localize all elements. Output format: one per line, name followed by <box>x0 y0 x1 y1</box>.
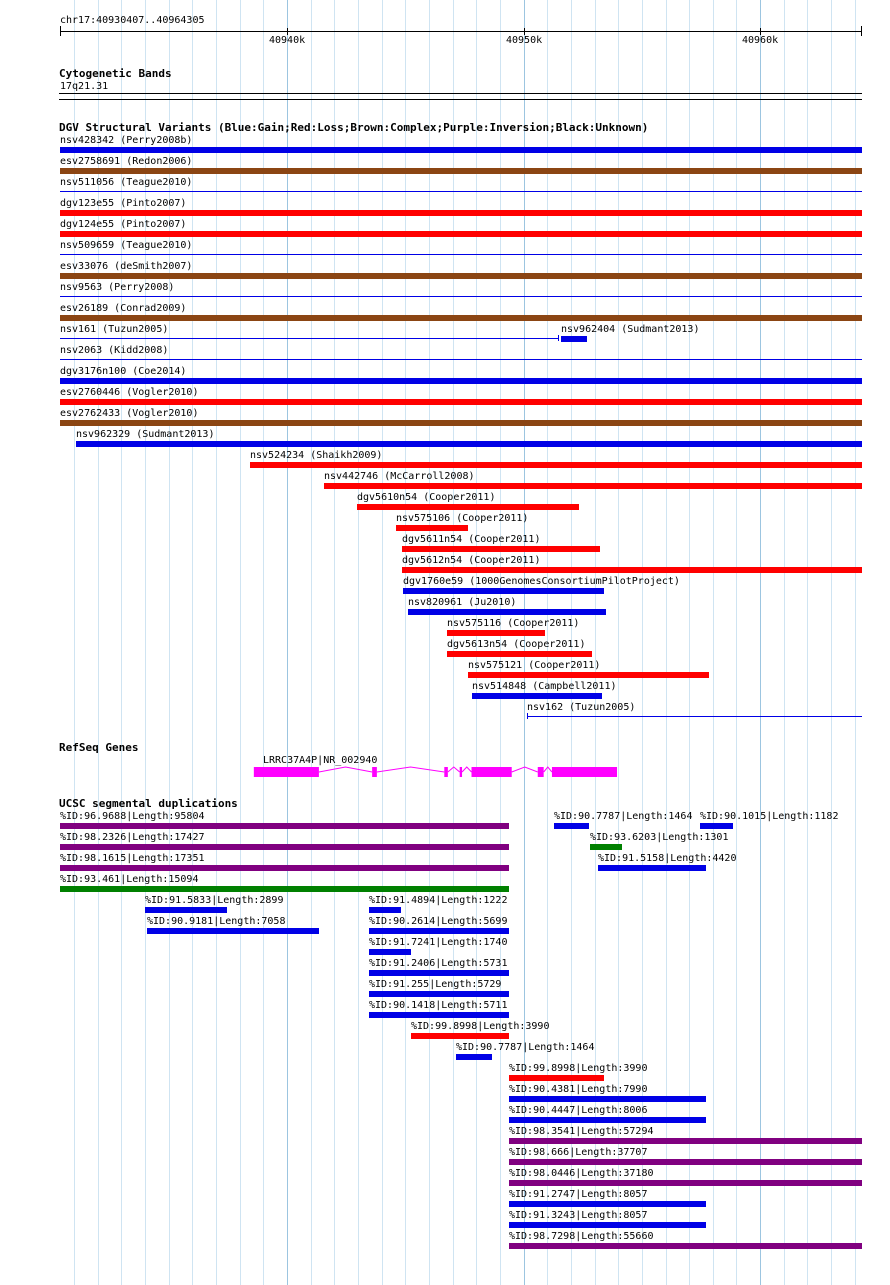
grid-line <box>263 0 264 1285</box>
segdup-bar[interactable] <box>60 823 509 829</box>
grid-line <box>98 0 99 1285</box>
segdup-bar[interactable] <box>700 823 733 829</box>
dgv-variant-bar[interactable] <box>60 210 862 216</box>
gene-exon[interactable] <box>538 767 544 777</box>
dgv-variant-bar[interactable] <box>357 504 579 510</box>
grid-line <box>192 0 193 1285</box>
segdup-label[interactable]: %ID:91.2406|Length:5731 <box>369 958 508 969</box>
segdup-label[interactable]: %ID:90.1418|Length:5711 <box>369 1000 508 1011</box>
gene-intron <box>377 767 444 772</box>
dgv-variant-label[interactable]: esv26189 (Conrad2009) <box>60 303 187 314</box>
gene-exon[interactable] <box>372 767 377 777</box>
dgv-variant-bar[interactable] <box>468 672 709 678</box>
dgv-variant-bar[interactable] <box>527 716 862 717</box>
segdup-bar[interactable] <box>590 844 622 850</box>
gene-exon[interactable] <box>254 767 319 777</box>
ruler-left-end <box>60 26 61 36</box>
dgv-variant-label[interactable]: nsv962404 (Sudmant2013) <box>561 324 700 335</box>
dgv-variant-label[interactable]: nsv509659 (Teague2010) <box>60 240 193 251</box>
cyto-band-bottom <box>59 99 862 100</box>
segdup-bar[interactable] <box>509 1159 862 1165</box>
segdup-label[interactable]: %ID:98.7298|Length:55660 <box>509 1231 654 1242</box>
segdup-label[interactable]: %ID:98.1615|Length:17351 <box>60 853 205 864</box>
dgv-variant-label[interactable]: nsv161 (Tuzun2005) <box>60 324 169 335</box>
grid-line <box>169 0 170 1285</box>
dgv-variant-label[interactable]: nsv511056 (Teague2010) <box>60 177 193 188</box>
ruler-tick-label: 40950k <box>506 35 543 46</box>
dgv-variant-bar[interactable] <box>403 588 604 594</box>
dgv-variant-end-cap <box>558 335 559 341</box>
gene-exon[interactable] <box>460 767 462 777</box>
dgv-variant-bar[interactable] <box>60 231 862 237</box>
segdup-label[interactable]: %ID:90.4381|Length:7990 <box>509 1084 648 1095</box>
ruler-tick <box>287 28 288 35</box>
segdup-label[interactable]: %ID:91.4894|Length:1222 <box>369 895 508 906</box>
dgv-variant-label[interactable]: esv2762433 (Vogler2010) <box>60 408 199 419</box>
dgv-variant-label[interactable]: nsv575121 (Cooper2011) <box>468 660 601 671</box>
dgv-variant-label[interactable]: esv33076 (deSmith2007) <box>60 261 193 272</box>
dgv-variant-bar[interactable] <box>60 378 862 384</box>
segdup-label[interactable]: %ID:90.2614|Length:5699 <box>369 916 508 927</box>
gene-intron <box>448 767 460 772</box>
grid-line <box>760 0 761 1285</box>
grid-line <box>145 0 146 1285</box>
dgv-variant-label[interactable]: nsv2063 (Kidd2008) <box>60 345 169 356</box>
segdup-bar[interactable] <box>60 844 509 850</box>
dgv-variant-label[interactable]: nsv442746 (McCarroll2008) <box>324 471 475 482</box>
dgv-variant-bar[interactable] <box>402 546 600 552</box>
dgv-variant-bar[interactable] <box>60 273 862 279</box>
grid-line <box>358 0 359 1285</box>
dgv-variant-bar[interactable] <box>60 168 862 174</box>
grid-line <box>784 0 785 1285</box>
segdup-label[interactable]: %ID:91.255|Length:5729 <box>369 979 502 990</box>
segdup-label[interactable]: %ID:98.3541|Length:57294 <box>509 1126 654 1137</box>
dgv-variant-label[interactable]: esv2758691 (Redon2006) <box>60 156 193 167</box>
grid-line <box>855 0 856 1285</box>
grid-line <box>666 0 667 1285</box>
segdup-bar[interactable] <box>411 1033 509 1039</box>
ruler-tick <box>524 28 525 35</box>
grid-line <box>121 0 122 1285</box>
dgv-variant-label[interactable]: dgv124e55 (Pinto2007) <box>60 219 187 230</box>
dgv-variant-label[interactable]: dgv5612n54 (Cooper2011) <box>402 555 541 566</box>
dgv-variant-label[interactable]: nsv820961 (Ju2010) <box>408 597 517 608</box>
grid-line <box>240 0 241 1285</box>
segdup-bar[interactable] <box>509 1138 862 1144</box>
segdup-bar[interactable] <box>147 928 319 934</box>
dgv-variant-bar[interactable] <box>396 525 468 531</box>
gene-intron <box>512 767 538 772</box>
segdup-label[interactable]: %ID:93.6203|Length:1301 <box>590 832 729 843</box>
dgv-variant-label[interactable]: nsv524234 (Shaikh2009) <box>250 450 383 461</box>
segdup-bar[interactable] <box>509 1117 706 1123</box>
dgv-variant-bar[interactable] <box>561 336 587 342</box>
refseq-gene-model[interactable] <box>0 764 890 780</box>
dgv-variant-bar[interactable] <box>76 441 862 447</box>
dgv-variant-bar[interactable] <box>60 147 862 153</box>
dgv-title: DGV Structural Variants (Blue:Gain;Red:Loss;Brown:Complex;Purple:Inversion;Black:Unknown) <box>59 121 649 134</box>
segdup-bar[interactable] <box>369 991 509 997</box>
ruler-tick-label: 40960k <box>742 35 779 46</box>
segdup-bar[interactable] <box>456 1054 492 1060</box>
dgv-variant-bar[interactable] <box>60 254 862 255</box>
segdup-bar[interactable] <box>554 823 589 829</box>
grid-line <box>713 0 714 1285</box>
segdup-label[interactable]: %ID:98.0446|Length:37180 <box>509 1168 654 1179</box>
segdup-bar[interactable] <box>509 1222 706 1228</box>
dgv-variant-bar[interactable] <box>408 609 606 615</box>
dgv-variant-label[interactable]: nsv162 (Tuzun2005) <box>527 702 636 713</box>
segdup-label[interactable]: %ID:90.1015|Length:1182 <box>700 811 839 822</box>
segdup-bar[interactable] <box>369 949 411 955</box>
segdup-label[interactable]: %ID:90.9181|Length:7058 <box>147 916 286 927</box>
dgv-variant-label[interactable]: nsv575106 (Cooper2011) <box>396 513 529 524</box>
dgv-variant-bar[interactable] <box>60 359 862 360</box>
gene-exon[interactable] <box>444 767 448 777</box>
grid-line <box>689 0 690 1285</box>
cyto-band-label: 17q21.31 <box>60 81 109 92</box>
cyto-title: Cytogenetic Bands <box>59 67 172 80</box>
grid-line <box>287 0 288 1285</box>
grid-line <box>311 0 312 1285</box>
dgv-variant-bar[interactable] <box>324 483 862 489</box>
segdup-title: UCSC segmental duplications <box>59 797 238 810</box>
segdup-label[interactable]: %ID:99.8998|Length:3990 <box>509 1063 648 1074</box>
dgv-variant-bar[interactable] <box>447 651 592 657</box>
dgv-variant-label[interactable]: esv2760446 (Vogler2010) <box>60 387 199 398</box>
dgv-variant-label[interactable]: nsv9563 (Perry2008) <box>60 282 175 293</box>
segdup-bar[interactable] <box>598 865 706 871</box>
dgv-variant-bar[interactable] <box>472 693 602 699</box>
segdup-bar[interactable] <box>509 1180 862 1186</box>
segdup-label[interactable]: %ID:90.7787|Length:1464 <box>554 811 693 822</box>
gene-exon[interactable] <box>552 767 617 777</box>
dgv-variant-bar[interactable] <box>250 462 862 468</box>
dgv-variant-bar[interactable] <box>60 296 862 297</box>
dgv-variant-label[interactable]: dgv5610n54 (Cooper2011) <box>357 492 496 503</box>
segdup-bar[interactable] <box>145 907 227 913</box>
dgv-variant-label[interactable]: dgv3176n100 (Coe2014) <box>60 366 187 377</box>
segdup-label[interactable]: %ID:91.5158|Length:4420 <box>598 853 737 864</box>
dgv-variant-bar[interactable] <box>60 338 559 339</box>
segdup-label[interactable]: %ID:98.666|Length:37707 <box>509 1147 648 1158</box>
grid-line <box>74 0 75 1285</box>
dgv-variant-label[interactable]: nsv575116 (Cooper2011) <box>447 618 580 629</box>
grid-line <box>405 0 406 1285</box>
segdup-bar[interactable] <box>509 1096 706 1102</box>
grid-line <box>429 0 430 1285</box>
dgv-variant-start-cap <box>527 713 528 719</box>
segdup-label[interactable]: %ID:98.2326|Length:17427 <box>60 832 205 843</box>
grid-line <box>831 0 832 1285</box>
range-label: chr17:40930407..40964305 <box>60 15 205 26</box>
ruler-right-end <box>861 26 862 36</box>
grid-line <box>334 0 335 1285</box>
refseq-gene-label[interactable]: LRRC37A4P|NR_002940 <box>263 755 378 766</box>
segdup-bar[interactable] <box>509 1243 862 1249</box>
ruler-tick <box>760 28 761 35</box>
ruler-line <box>60 31 862 32</box>
gene-intron <box>544 767 552 772</box>
segdup-label[interactable]: %ID:93.461|Length:15094 <box>60 874 199 885</box>
refseq-title: RefSeq Genes <box>59 741 139 754</box>
dgv-variant-label[interactable]: nsv962329 (Sudmant2013) <box>76 429 215 440</box>
dgv-variant-label[interactable]: nsv514848 (Campbell2011) <box>472 681 617 692</box>
segdup-label[interactable]: %ID:90.7787|Length:1464 <box>456 1042 595 1053</box>
cyto-band-top <box>59 93 862 94</box>
segdup-label[interactable]: %ID:91.2747|Length:8057 <box>509 1189 648 1200</box>
segdup-label[interactable]: %ID:99.8998|Length:3990 <box>411 1021 550 1032</box>
segdup-bar[interactable] <box>509 1201 706 1207</box>
segdup-bar[interactable] <box>60 865 509 871</box>
dgv-variant-bar[interactable] <box>60 420 862 426</box>
dgv-variant-bar[interactable] <box>447 630 545 636</box>
dgv-variant-label[interactable]: dgv123e55 (Pinto2007) <box>60 198 187 209</box>
grid-line <box>382 0 383 1285</box>
segdup-bar[interactable] <box>509 1075 604 1081</box>
segdup-bar[interactable] <box>369 1012 509 1018</box>
grid-line <box>736 0 737 1285</box>
dgv-variant-label[interactable]: dgv1760e59 (1000GenomesConsortiumPilotProject) <box>403 576 680 587</box>
dgv-variant-bar[interactable] <box>60 315 862 321</box>
dgv-variant-bar[interactable] <box>60 399 862 405</box>
dgv-variant-label[interactable]: dgv5613n54 (Cooper2011) <box>447 639 586 650</box>
segdup-label[interactable]: %ID:96.9688|Length:95804 <box>60 811 205 822</box>
dgv-variant-bar[interactable] <box>402 567 862 573</box>
segdup-bar[interactable] <box>369 970 509 976</box>
gene-exon[interactable] <box>472 767 512 777</box>
dgv-variant-label[interactable]: nsv428342 (Perry2008b) <box>60 135 193 146</box>
segdup-bar[interactable] <box>60 886 509 892</box>
dgv-variant-bar[interactable] <box>60 191 862 192</box>
segdup-label[interactable]: %ID:91.7241|Length:1740 <box>369 937 508 948</box>
gene-intron <box>462 767 471 772</box>
ruler-tick-label: 40940k <box>269 35 306 46</box>
segdup-label[interactable]: %ID:91.5833|Length:2899 <box>145 895 284 906</box>
dgv-variant-label[interactable]: dgv5611n54 (Cooper2011) <box>402 534 541 545</box>
segdup-label[interactable]: %ID:91.3243|Length:8057 <box>509 1210 648 1221</box>
segdup-label[interactable]: %ID:90.4447|Length:8006 <box>509 1105 648 1116</box>
segdup-bar[interactable] <box>369 907 401 913</box>
grid-line <box>216 0 217 1285</box>
gene-intron <box>319 767 372 772</box>
segdup-bar[interactable] <box>369 928 509 934</box>
grid-line <box>807 0 808 1285</box>
